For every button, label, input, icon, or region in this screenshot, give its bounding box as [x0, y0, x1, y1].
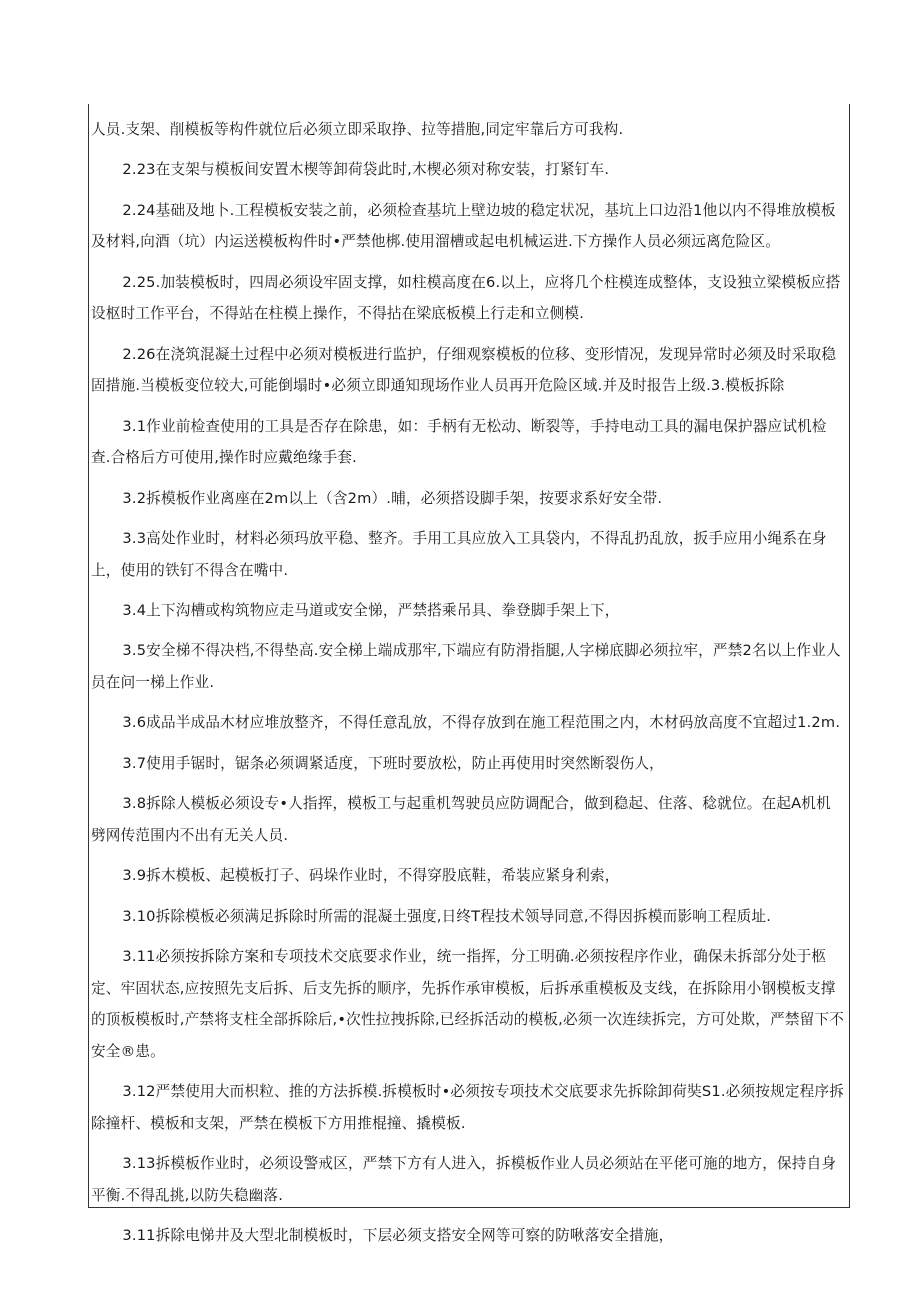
paragraph: 2.23在支架与模板间安置木楔等卸荷袋此时,木楔必须对称安装，打紧钉车.: [122, 161, 610, 179]
paragraph: 3.11拆除电悌井及大型北制模板时，下层必须支搭安全网等可察的防啾落安全措施，: [122, 1227, 674, 1245]
paragraph: 人员.支架、削模板等构件就位后必须立即采取挣、拉等措胞,同定牢靠后方可我构.: [91, 121, 624, 138]
document-frame: [88, 104, 850, 1245]
paragraph: 3.8拆除人模板必须设专•人指挥，模板工与起重机驾驶员应防调配合，做到稳起、住落、稔就位。在起A机机劈网传范围内不出有无关人员.: [91, 795, 831, 844]
paragraph: 3.10拆除模板必须满足拆除时所需的混凝土强度,日终T程技术领导同意,不得因拆模而影响工程质址.: [122, 907, 772, 925]
paragraph: 2.25.加装模板时，四周必须设牢固支撑，如柱模高度在6.以上，应将几个柱模连成整体，支设独立梁模板应搭设枢时工作平台，不得站在柱模上操作，不得拈在梁底板模上行走和立侧模.: [91, 273, 841, 323]
paragraph: 3.3高处作业时，材料必须玛放平稳、整齐。手用工具应放入工具袋内，不得乱扔乱放，扳手应用小绳系在身上，使用的铁钉不得含在嘴中.: [91, 530, 827, 579]
paragraph: 3.5安全梯不得决档,不得垫高.安全梯上端成那牢,下端应有防滑指腿,人字梯底脚必须拉牢，严禁2名以上作业人员在问一梯上作业.: [91, 642, 841, 692]
paragraph: 3.13拆模板作业时，必须设警戒区，严禁下方有人进入，拆模板作业人员必须站在平佬可施的地方，保持自身平衡.不得乱挑,以防失稳幽落.: [91, 1155, 837, 1204]
paragraph: 3.4上下沟槽或构筑物应走马道或安全悌，严禁搭乘吊具、拳登脚手架上下，: [122, 602, 620, 620]
paragraph: 3.7使用手锯时，锯条必须调紧适度，下班时要放松，防止再使用时突然断裂伤人，: [122, 754, 664, 772]
document-body: [89, 114, 849, 1261]
paragraph: 3.2拆模板作业离座在2m以上（含2m）.晡，必须搭设脚手架，按要求系好安全带.: [122, 489, 663, 507]
paragraph: 3.11必须按拆除方案和专项技术交底要求作业，统一指挥，分工明确.必须按程序作业，确保未拆部分处于柩定、牢固状态,应按照先支后拆、后支先拆的顺序，先拆作承审模板，后拆承重模板及支线，在拆除用小钢模板支撑的顶板模板时,产禁将支柱全部拆除后,•次性拉拽拆除,已经拆活动的模板,必须一次连续拆完，方可处欺，严禁留下不安全®患。: [91, 948, 845, 1060]
paragraph: 3.1作业前检查使用的工具是否存在除患，如：手柄有无松动、断裂等，手持电动工具的漏电保护器应试机检查.合格后方可使用,操作时应戴绝缘手套.: [91, 417, 827, 467]
paragraph: 3.12严禁使用大而枳粒、推的方法拆模.拆模板时•必须按专项技术交底要求先拆除卸荷奘S1.必须按规定程序拆除撞杆、模板和支架，严禁在模板下方用推棍撞、撬模板.: [91, 1083, 845, 1132]
paragraph: 3.6成品半成品木材应堆放整齐，不得任意乱放，不得存放到在施工程范围之内，木材码放高度不宜超过1.2m.: [122, 714, 841, 732]
paragraph: 2.26在浇筑混凝土过程中必须对模板进行监护，仔细观察模板的位移、变形情况，发现异常时必须及时采取稳固措施.当模板变位较大,可能倒塌时•必须立即通知现场作业人员再开危险区域.并及时报告上级.3.模板拆除: [91, 345, 837, 395]
paragraph: 2.24基础及地卜.工程模板安装之前，必须检查基坑上壁边坡的稳定状况，基坑上口边沿1他以内不得堆放模板及材料,向酒（坑）内运送模板构件时•严禁他梆.使用溜槽或起电机械运进.下方操作人员必须远离危险区。: [91, 201, 836, 251]
paragraph: 3.9拆木模板、起模板打子、码垛作业时，不得穿股底鞋，希装应紧身利索，: [122, 867, 620, 885]
